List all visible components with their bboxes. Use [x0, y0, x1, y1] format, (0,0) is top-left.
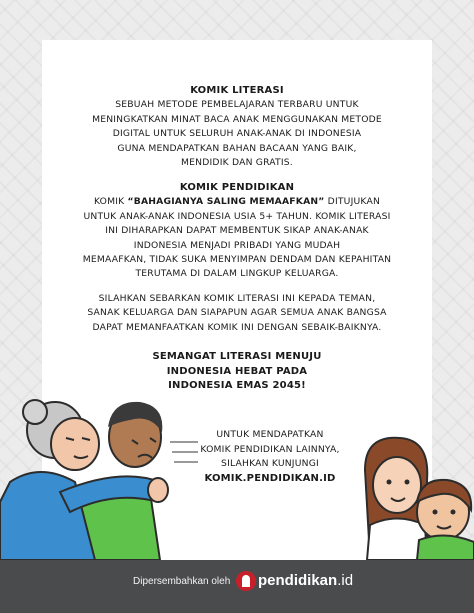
brand-name: pendidikan	[258, 572, 338, 589]
intro-line: MENDIDIK DAN GRATIS.	[181, 157, 293, 169]
about-line: INDONESIA MENJADI PRIBADI YANG MUDAH	[133, 239, 341, 251]
share-line: DAPAT MEMANFAATKAN KOMIK INI DENGAN SEBAIK-BAIKNYA.	[92, 321, 382, 333]
more-line: KOMIK PENDIDIKAN LAINNYA,	[200, 443, 340, 455]
about-heading: KOMIK PENDIDIKAN	[179, 182, 295, 193]
intro-line: SEBUAH METODE PEMBELAJARAN TERBARU UNTUK	[115, 99, 359, 111]
share-line: SANAK KELUARGA DAN SIAPAPUN AGAR SEMUA ANAK BANGSA	[87, 307, 387, 319]
pendidikan-brand[interactable]	[258, 572, 353, 590]
pendidikan-logo-icon	[236, 571, 256, 591]
about-line: TERUTAMA DI DALAM LINGKUP KELUARGA.	[135, 268, 339, 280]
about-line: INI DIHARAPKAN DAPAT MEMBENTUK SIKAP ANAK-ANAK	[105, 225, 369, 237]
about-prefix: KOMIK	[93, 196, 128, 208]
about-title-line	[0, 195, 474, 209]
share-line: SILAHKAN SEBARKAN KOMIK LITERASI INI KEPADA TEMAN,	[98, 293, 376, 304]
about-section	[0, 181, 474, 282]
intro-line: GUNA MENDAPATKAN BAHAN BACAAN YANG BAIK,	[117, 142, 357, 154]
brand-tld: .id	[337, 572, 354, 589]
slogan-line: INDONESIA HEBAT PADA	[166, 365, 308, 377]
website-link[interactable]: KOMIK.PENDIDIKAN.ID	[204, 472, 336, 484]
intro-line: DIGITAL UNTUK SELURUH ANAK-ANAK DI INDONESIA	[112, 128, 362, 140]
intro-heading: KOMIK LITERASI	[190, 85, 284, 96]
about-suffix: DITUJUKAN	[324, 196, 381, 208]
slogan-line: SEMANGAT LITERASI MENUJU	[152, 351, 322, 362]
children-illustration	[355, 430, 474, 560]
intro-line: MENINGKATKAN MINAT BACA ANAK MENGGUNAKAN METODE	[92, 113, 382, 125]
about-line: MEMAAFKAN, TIDAK SUKA MENYIMPAN DENDAM DAN KEPAHITAN	[82, 254, 392, 266]
more-line: UNTUK MENDAPATKAN	[216, 429, 324, 440]
comic-title: “BAHAGIANYA SALING MEMAAFKAN”	[127, 196, 325, 208]
share-section	[0, 292, 474, 335]
presented-by-text: Dipersembahkan oleh	[133, 576, 231, 587]
about-line: UNTUK ANAK-ANAK INDONESIA USIA 5+ TAHUN. KOMIK LITERASI	[83, 210, 391, 222]
intro-section	[0, 84, 474, 170]
more-line: SILAHKAN KUNJUNGI	[221, 458, 319, 470]
slogan-line: INDONESIA EMAS 2045!	[168, 380, 306, 392]
